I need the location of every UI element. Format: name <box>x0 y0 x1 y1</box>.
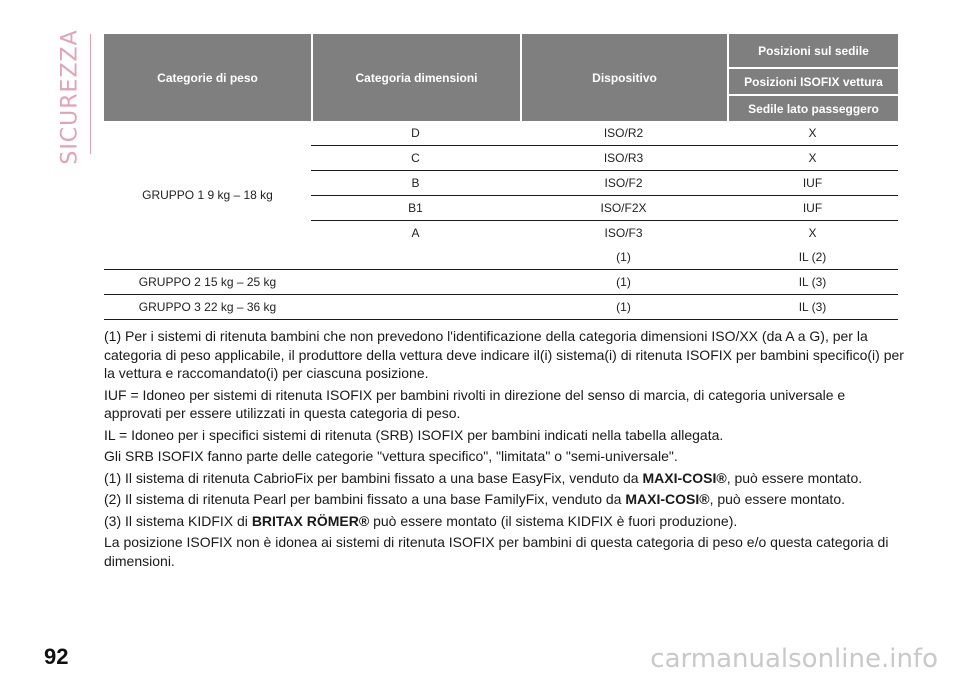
size-cell: C <box>311 146 520 171</box>
note-srb: Gli SRB ISOFIX fanno parte delle categorie "vettura specifico", "limitata" o "semi-universale". <box>104 448 678 464</box>
section-divider <box>90 34 91 154</box>
group-3-label: GRUPPO 3 22 kg – 36 kg <box>104 295 311 320</box>
note-il: IL = Idoneo per i specifici sistemi di ritenuta (SRB) ISOFIX per bambini indicati nella tabella allegata. <box>104 426 724 443</box>
seat-cell: IL (3) <box>727 270 898 295</box>
seat-cell: IUF <box>727 196 898 221</box>
group-1-label: GRUPPO 1 9 kg – 18 kg <box>104 121 311 270</box>
table-header-row <box>104 34 898 69</box>
footnote-2 <box>104 490 904 509</box>
device-cell: ISO/R2 <box>520 121 727 146</box>
note-iuf: IUF = Idoneo per sistemi di ritenuta ISOFIX per bambini rivolti in direzione del senso di marcia, di categoria universale e approvati per essere utilizzati in questa categoria di peso. <box>104 386 846 421</box>
seat-cell: IL (2) <box>727 245 898 270</box>
device-cell: (1) <box>520 245 727 270</box>
device-cell: (1) <box>520 295 727 320</box>
section-title-text: SICUREZZA <box>57 28 83 165</box>
seat-cell: X <box>727 146 898 171</box>
page-number: 92 <box>44 644 69 669</box>
seat-cell: IL (3) <box>727 295 898 320</box>
footnote-1-text: (1) Il sistema di ritenuta CabrioFix per bambini fissato a una base EasyFix, venduto da <box>104 469 643 486</box>
brand-britax: BRITAX RÖMER® <box>251 512 370 529</box>
device-cell: ISO/R3 <box>520 146 727 171</box>
table-row <box>104 121 898 146</box>
size-cell: B1 <box>311 196 520 221</box>
note-1: (1) Per i sistemi di ritenuta bambini che non prevedono l'identificazione della categoria dimensioni ISO/XX (da A a G), per la categoria di peso applicabile, il produttore della vettura deve indicare il(i) sistema(i) di ritenuta ISOFIX per bambini specifico(i) per la vettura e raccomandato(i) per ciascuna posizione. <box>104 328 904 381</box>
footnote-3-end: può essere montato (il sistema KIDFIX è fuori produzione). <box>369 512 738 529</box>
footnote-3-text: (3) Il sistema KIDFIX di <box>104 512 252 529</box>
group-2-label: GRUPPO 2 15 kg – 25 kg <box>104 270 311 295</box>
seat-cell: IUF <box>727 171 898 196</box>
seat-cell: X <box>727 121 898 146</box>
device-cell: ISO/F2 <box>520 171 727 196</box>
footnote-1-end: , può essere montato. <box>726 469 863 486</box>
header-size-category: Categoria dimensioni <box>311 34 520 121</box>
note-final: La posizione ISOFIX non è idonea ai sistemi di ritenuta ISOFIX per bambini di questa categoria di peso e/o questa categoria di dimensioni. <box>104 534 889 569</box>
watermark: carmanualsonline.info <box>650 644 938 674</box>
size-cell: B <box>311 171 520 196</box>
notes-section <box>104 327 904 573</box>
section-title <box>50 28 90 165</box>
device-cell: ISO/F2X <box>520 196 727 221</box>
header-weight-category: Categorie di peso <box>104 34 311 121</box>
header-isofix-positions: Posizioni ISOFIX vettura <box>727 69 898 96</box>
isofix-table <box>104 34 898 320</box>
footnote-3 <box>104 512 904 531</box>
size-cell <box>311 270 520 295</box>
brand-maxi-cosi: MAXI-COSI® <box>625 491 710 507</box>
size-cell <box>311 245 520 270</box>
device-cell: (1) <box>520 270 727 295</box>
header-device: Dispositivo <box>520 34 727 121</box>
header-seat-positions: Posizioni sul sedile <box>727 34 898 69</box>
size-cell <box>311 295 520 320</box>
table-row <box>104 270 898 295</box>
device-cell: ISO/F3 <box>604 226 643 240</box>
brand-maxi-cosi: MAXI-COSI® <box>642 469 727 486</box>
footnote-2-end: , può essere montato. <box>709 491 845 507</box>
size-cell: A <box>411 226 420 240</box>
header-passenger-seat: Sedile lato passeggero <box>727 96 898 121</box>
footnote-2-text: (2) Il sistema di ritenuta Pearl per bambini fissato a una base FamilyFix, venduto da <box>104 491 626 507</box>
table-row <box>104 295 898 320</box>
footnote-1 <box>104 469 904 488</box>
seat-cell: X <box>808 226 817 240</box>
size-cell: D <box>311 121 520 146</box>
